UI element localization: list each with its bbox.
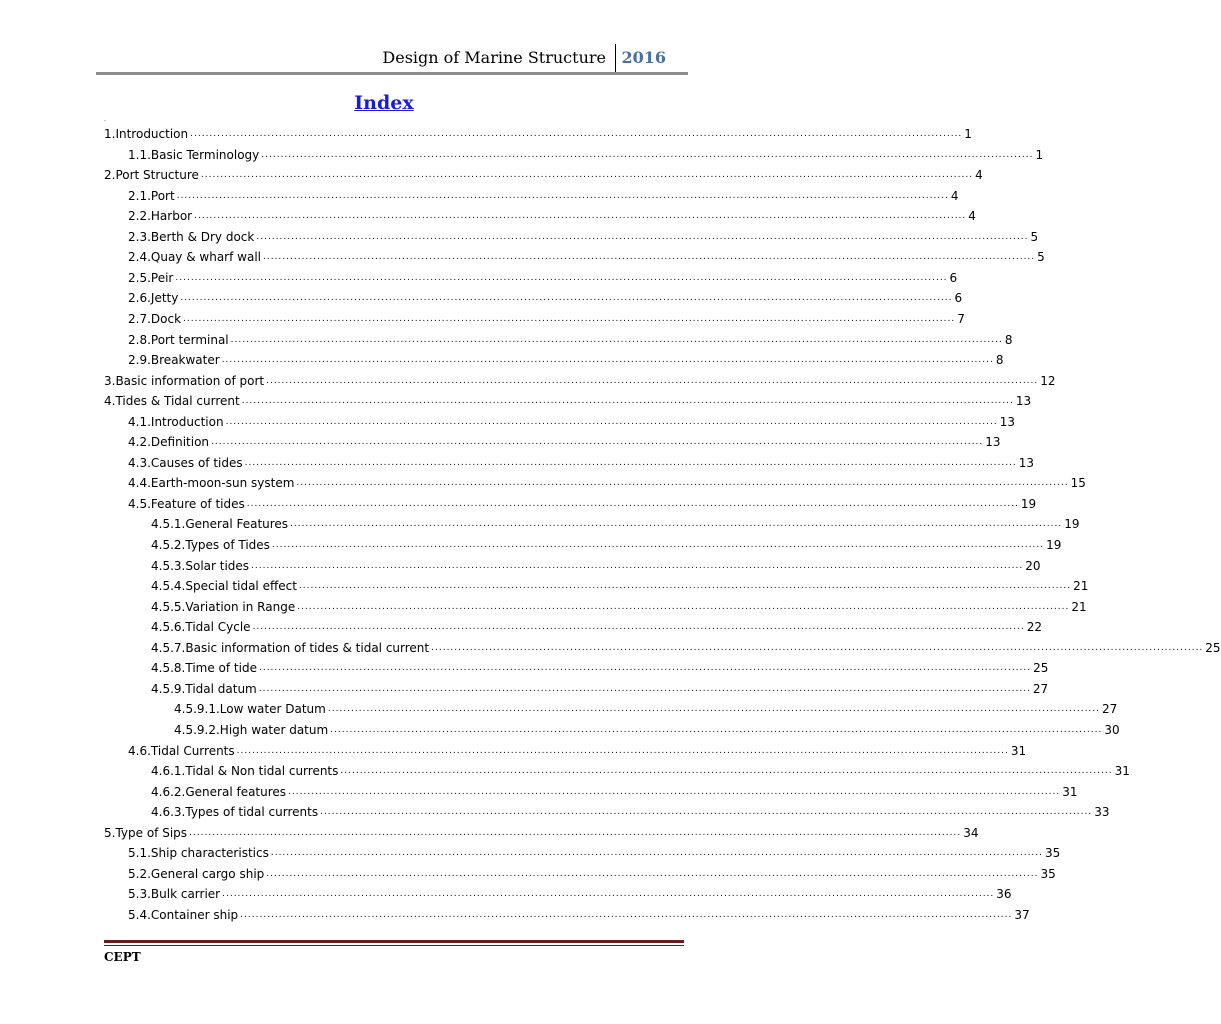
header-rule xyxy=(96,72,688,75)
toc-entry-label: Time of tide xyxy=(185,661,257,676)
toc-entry-label: Introduction xyxy=(115,127,189,141)
footer-rule-thin xyxy=(104,945,684,946)
toc-entry xyxy=(151,803,1110,821)
toc-entry-page: 8 xyxy=(995,353,1004,368)
toc-leader-dots: ........................................................................................................................................................................................................ xyxy=(240,909,1013,920)
toc-entry-label: Feature of tides xyxy=(150,496,245,511)
toc-entry-page: 5 xyxy=(1030,229,1039,244)
toc-leader-dots: ........................................................................................................................................................................................................ xyxy=(258,683,1031,694)
toc-leader-dots: ........................................................................................................................................................................................................ xyxy=(288,786,1061,797)
toc-entry-page: 21 xyxy=(1073,579,1089,594)
toc-entry-page: 36 xyxy=(996,887,1012,902)
toc-entry-page: 27 xyxy=(1102,702,1118,717)
toc-entry-page: 35 xyxy=(1040,866,1056,881)
toc-entry-page: 25 xyxy=(1033,661,1049,676)
toc-entry-label: Tidal & Non tidal currents xyxy=(185,764,339,779)
toc-entry xyxy=(128,187,959,205)
toc-entry-page: 7 xyxy=(957,311,965,326)
toc-leader-dots: ........................................................................................................................................................................................................ xyxy=(236,745,1009,756)
toc-entry-number: 3. xyxy=(104,373,116,388)
index-title: Index xyxy=(354,92,414,114)
toc-leader-dots: ........................................................................................................................................................................................................ xyxy=(176,190,949,201)
toc-entry-number: 5.2. xyxy=(128,866,151,881)
toc-entry xyxy=(151,515,1080,533)
toc-leader-dots: ........................................................................................................................................................................................................ xyxy=(266,375,1039,386)
toc-leader-dots: ........................................................................................................................................................................................................ xyxy=(194,211,967,222)
toc-entry xyxy=(128,248,1045,266)
toc-entry-label: Breakwater xyxy=(150,353,220,368)
stray-mark: . xyxy=(104,116,106,123)
toc-leader-dots: ........................................................................................................................................................................................................ xyxy=(211,437,984,448)
toc-entry-page: 34 xyxy=(963,825,979,840)
toc-leader-dots: ........................................................................................................................................................................................................ xyxy=(189,827,962,838)
toc-entry-page: 13 xyxy=(1015,394,1032,409)
toc-entry-label: Ship characteristics xyxy=(150,846,269,861)
toc-entry-label: Tides & Tidal current xyxy=(115,394,240,409)
header-divider xyxy=(615,44,616,74)
toc-entry xyxy=(128,474,1086,492)
toc-leader-dots: ........................................................................................................................................................................................................ xyxy=(241,396,1014,407)
toc-leader-dots: ........................................................................................................................................................................................................ xyxy=(258,663,1032,674)
toc-entry-label: Berth & Dry dock xyxy=(150,229,255,244)
toc-entry-number: 2.1. xyxy=(128,188,151,203)
toc-entry-label: Basic Terminology xyxy=(150,147,260,162)
toc-entry-page: 30 xyxy=(1104,722,1120,737)
toc-entry-number: 4.5.2. xyxy=(151,538,186,552)
toc-entry xyxy=(151,639,1221,657)
toc-entry-number: 1.1. xyxy=(128,147,151,162)
toc-entry-page: 19 xyxy=(1064,517,1080,532)
toc-leader-dots: ........................................................................................................................................................................................................ xyxy=(296,478,1069,489)
toc-leader-dots: ........................................................................................................................................................................................................ xyxy=(271,540,1045,550)
toc-entry-number: 4.5. xyxy=(128,496,151,511)
toc-entry-number: 4.5.8. xyxy=(151,661,186,676)
toc-entry-label: Port Structure xyxy=(115,168,199,183)
toc-entry xyxy=(128,495,1037,513)
toc-entry-number: 4.5.3. xyxy=(151,558,186,573)
toc-entry xyxy=(128,433,1001,451)
toc-entry-label: Causes of tides xyxy=(150,455,243,470)
toc-entry-label: Variation in Range xyxy=(185,599,296,614)
toc-entry-number: 4.6.3. xyxy=(151,805,186,820)
toc-entry-number: 4. xyxy=(104,394,116,409)
toc-entry-number: 4.5.9.2. xyxy=(174,722,220,737)
toc-entry-label: Types of tidal currents xyxy=(185,805,319,820)
toc-entry-page: 37 xyxy=(1014,907,1030,922)
toc-entry-label: Earth-moon-sun system xyxy=(150,476,295,491)
toc-entry-number: 4.5.4. xyxy=(151,579,186,594)
toc-entry xyxy=(151,598,1087,616)
toc-entry-page: 22 xyxy=(1026,620,1043,635)
toc-entry xyxy=(151,783,1078,801)
document-year: 2016 xyxy=(621,48,666,67)
toc-entry-page: 12 xyxy=(1040,373,1056,388)
toc-leader-dots: ........................................................................................................................................................................................................ xyxy=(175,272,948,283)
toc-entry-page: 31 xyxy=(1062,784,1078,799)
toc-leader-dots: ........................................................................................................................................................................................................ xyxy=(183,313,956,324)
toc-entry-label: Special tidal effect xyxy=(185,579,297,594)
toc-leader-dots: ........................................................................................................................................................................................................ xyxy=(246,498,1019,509)
toc-entry-number: 4.6. xyxy=(128,743,151,758)
toc-entry-page: 1 xyxy=(964,127,972,141)
toc-entry-label: Tidal datum xyxy=(185,681,257,696)
toc-entry xyxy=(128,146,1044,164)
toc-entry xyxy=(104,824,979,842)
toc-entry-number: 4.6.2. xyxy=(151,784,186,799)
toc-entry-page: 31 xyxy=(1010,743,1027,758)
toc-entry-number: 4.2. xyxy=(128,435,151,450)
toc-entry-label: High water datum xyxy=(219,722,329,737)
toc-entry xyxy=(128,844,1061,862)
toc-entry-page: 1 xyxy=(1035,147,1044,162)
toc-entry xyxy=(151,536,1062,554)
footer-label: CEPT xyxy=(104,950,141,964)
toc-entry xyxy=(151,557,1041,575)
toc-leader-dots: ........................................................................................................................................................................................................ xyxy=(340,766,1113,777)
toc-entry-label: General Features xyxy=(185,517,289,532)
toc-leader-dots: ........................................................................................................................................................................................................ xyxy=(225,416,998,427)
toc-entry xyxy=(104,125,972,143)
toc-entry-page: 19 xyxy=(1020,496,1037,511)
toc-entry-label: Tidal Cycle xyxy=(185,620,251,635)
toc-entry-number: 4.5.1. xyxy=(151,517,186,532)
toc-entry xyxy=(151,577,1089,595)
toc-entry-page: 19 xyxy=(1046,538,1062,552)
toc-leader-dots: ........................................................................................................................................................................................................ xyxy=(330,724,1103,735)
toc-entry xyxy=(151,762,1130,780)
toc-entry xyxy=(174,721,1120,739)
toc-leader-dots: ........................................................................................................................................................................................................ xyxy=(266,868,1039,879)
toc-entry xyxy=(128,413,1016,431)
toc-entry-number: 1. xyxy=(104,127,116,141)
toc-leader-dots: ........................................................................................................................................................................................................ xyxy=(431,642,1204,653)
toc-entry-page: 33 xyxy=(1094,805,1110,820)
toc-entry-page: 5 xyxy=(1037,250,1045,265)
toc-entry xyxy=(151,618,1043,636)
toc-entry-page: 20 xyxy=(1025,558,1041,573)
toc-entry-page: 27 xyxy=(1032,681,1049,696)
toc-entry xyxy=(128,742,1027,760)
toc-entry-page: 31 xyxy=(1114,764,1130,779)
toc-entry xyxy=(128,289,963,307)
toc-leader-dots: ........................................................................................................................................................................................................ xyxy=(251,560,1024,571)
toc-entry-label: Solar tides xyxy=(185,558,250,573)
toc-entry-label: Introduction xyxy=(150,414,224,429)
toc-entry-label: Jetty xyxy=(150,291,179,306)
toc-entry xyxy=(128,228,1039,246)
toc-entry-page: 4 xyxy=(975,168,983,183)
toc-entry xyxy=(128,865,1056,883)
toc-entry-label: Definition xyxy=(150,435,210,450)
toc-entry-label: Tidal Currents xyxy=(150,743,235,758)
toc-entry-number: 2.6. xyxy=(128,291,151,306)
toc-leader-dots: ........................................................................................................................................................................................................ xyxy=(290,519,1063,530)
toc-entry-page: 25 xyxy=(1205,640,1221,655)
toc-entry-page: 13 xyxy=(999,414,1016,429)
toc-leader-dots: ........................................................................................................................................................................................................ xyxy=(222,889,995,900)
page-header xyxy=(96,44,688,74)
toc-entry-label: General cargo ship xyxy=(150,866,265,881)
toc-leader-dots: ........................................................................................................................................................................................................ xyxy=(320,807,1093,818)
toc-entry-number: 4.5.5. xyxy=(151,599,186,614)
toc-leader-dots: ........................................................................................................................................................................................................ xyxy=(252,622,1025,633)
toc-leader-dots: ........................................................................................................................................................................................................ xyxy=(262,252,1036,263)
toc-entry-number: 2.4. xyxy=(128,250,151,265)
toc-entry-number: 4.5.9. xyxy=(151,681,186,696)
toc-entry-number: 5.1. xyxy=(128,846,151,861)
toc-entry-number: 4.5.6. xyxy=(151,620,186,635)
toc-entry xyxy=(104,372,1056,390)
toc-entry xyxy=(128,885,1012,903)
document-title: Design of Marine Structure xyxy=(382,48,606,67)
toc-entry-number: 4.5.9.1. xyxy=(174,702,220,717)
toc-leader-dots: ........................................................................................................................................................................................................ xyxy=(221,355,994,366)
toc-entry-number: 4.6.1. xyxy=(151,764,186,779)
toc-entry-number: 5.3. xyxy=(128,887,151,902)
toc-entry-label: Quay & wharf wall xyxy=(150,250,261,265)
toc-leader-dots: ........................................................................................................................................................................................................ xyxy=(298,581,1072,592)
toc-leader-dots: ........................................................................................................................................................................................................ xyxy=(230,334,1003,345)
toc-entry-number: 2.3. xyxy=(128,229,151,244)
toc-entry xyxy=(151,680,1049,698)
toc-entry-number: 2.2. xyxy=(128,209,151,224)
toc-entry-number: 2. xyxy=(104,168,116,183)
toc-entry-page: 35 xyxy=(1045,846,1061,861)
toc-entry-label: General features xyxy=(185,784,287,799)
toc-entry xyxy=(128,351,1004,369)
toc-entry-label: Harbor xyxy=(150,209,193,224)
toc-leader-dots: ........................................................................................................................................................................................................ xyxy=(190,129,963,139)
toc-entry-label: Dock xyxy=(150,311,182,326)
toc-entry-number: 2.9. xyxy=(128,353,151,368)
toc-entry xyxy=(151,659,1049,677)
toc-leader-dots: ........................................................................................................................................................................................................ xyxy=(327,704,1101,715)
toc-entry-number: 2.7. xyxy=(128,311,151,326)
toc-entry-page: 6 xyxy=(954,291,963,306)
toc-entry-number: 5.4. xyxy=(128,907,151,922)
toc-leader-dots: ........................................................................................................................................................................................................ xyxy=(200,170,974,181)
toc-leader-dots: ........................................................................................................................................................................................................ xyxy=(270,848,1044,859)
toc-entry-number: 4.3. xyxy=(128,455,151,470)
footer-rule xyxy=(104,940,684,943)
toc-entry-number: 5. xyxy=(104,825,116,840)
toc-entry-number: 2.8. xyxy=(128,332,151,347)
toc-entry-page: 13 xyxy=(985,435,1001,450)
toc-entry-number: 4.5.7. xyxy=(151,640,186,655)
toc-entry xyxy=(174,700,1118,718)
toc-entry-label: Peir xyxy=(150,270,174,285)
toc-leader-dots: ........................................................................................................................................................................................................ xyxy=(256,231,1029,242)
toc-leader-dots: ........................................................................................................................................................................................................ xyxy=(261,149,1034,160)
toc-entry-page: 4 xyxy=(950,188,959,203)
toc-entry xyxy=(128,310,965,328)
toc-entry-number: 4.4. xyxy=(128,476,151,491)
toc-entry-page: 4 xyxy=(968,209,976,224)
toc-leader-dots: ........................................................................................................................................................................................................ xyxy=(180,293,953,304)
toc-entry-label: Bulk carrier xyxy=(150,887,221,902)
toc-entry-page: 13 xyxy=(1018,455,1035,470)
toc-entry-label: Basic information of tides & tidal current xyxy=(185,640,430,655)
toc-entry xyxy=(128,454,1035,472)
toc-entry-label: Container ship xyxy=(150,907,239,922)
toc-entry-page: 6 xyxy=(949,270,958,285)
toc-entry xyxy=(128,269,958,287)
toc-entry-label: Basic information of port xyxy=(115,373,265,388)
toc-entry-number: 4.1. xyxy=(128,414,151,429)
toc-entry-page: 8 xyxy=(1004,332,1013,347)
toc-entry-number: 2.5. xyxy=(128,270,151,285)
toc-entry-page: 21 xyxy=(1071,599,1087,614)
toc-entry-label: Port terminal xyxy=(150,332,229,347)
toc-entry-label: Port xyxy=(150,188,175,203)
toc-entry xyxy=(128,207,976,225)
toc-entry xyxy=(104,392,1032,410)
toc-entry-page: 15 xyxy=(1070,476,1086,491)
toc-entry-label: Type of Sips xyxy=(115,825,188,840)
toc-entry-label: Types of Tides xyxy=(185,538,270,552)
toc-entry xyxy=(128,331,1013,349)
toc-entry xyxy=(104,166,983,184)
toc-entry-label: Low water Datum xyxy=(219,702,326,717)
toc-leader-dots: ........................................................................................................................................................................................................ xyxy=(297,601,1070,612)
toc-entry xyxy=(128,906,1030,924)
toc-leader-dots: ........................................................................................................................................................................................................ xyxy=(244,457,1017,468)
